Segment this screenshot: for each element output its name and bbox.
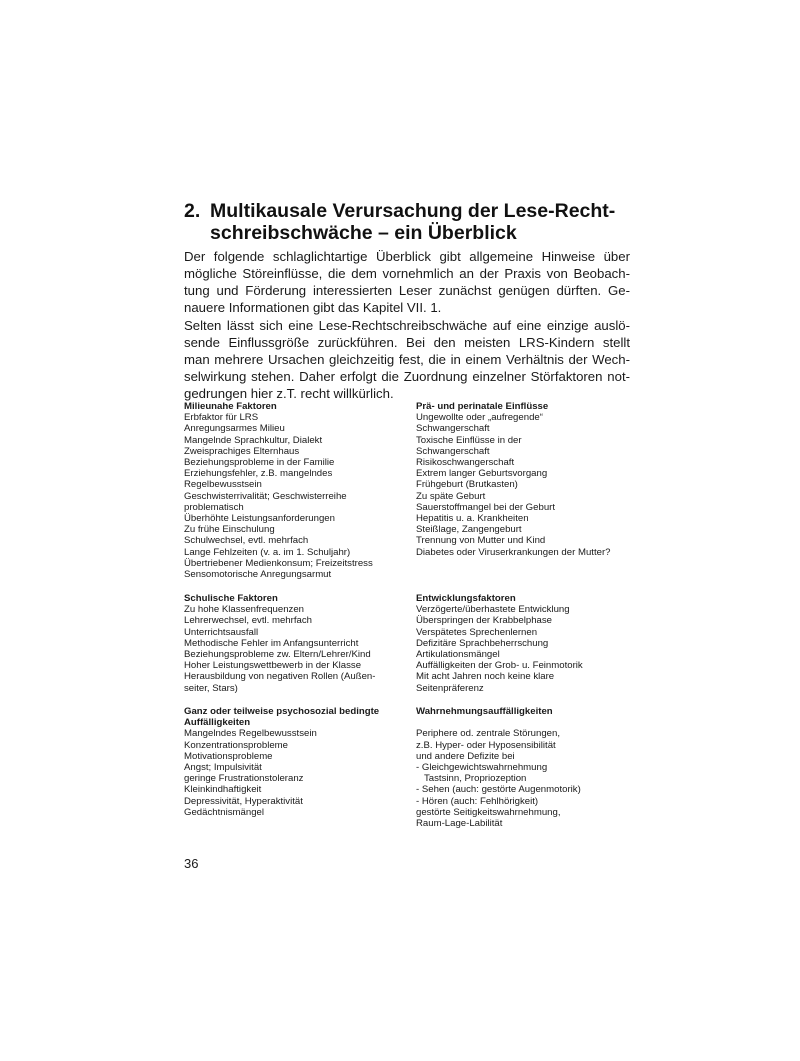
list-item: Toxische Einflüsse in der [416,434,522,446]
list-item: Hepatitis u. a. Krankheiten [416,513,529,525]
list-item: Defizitäre Sprachbeherrschung [416,637,549,649]
psychosocial-title-line-1: Ganz oder teilweise psychosozial bedingte [184,706,380,717]
list-item: Beziehungsprobleme in der Familie [184,457,335,469]
paragraph-line: nauere Informationen gibt das Kapitel VII. 1. [184,299,442,315]
list-item: Lehrerwechsel, evtl. mehrfach [184,615,312,627]
paragraph-line: Der folgende schlaglichtartige Überblick gibt allgemeine Hinweise über [184,249,630,264]
paragraph-line: gedrungen hier z.T. recht willkürlich. [184,385,394,401]
page-number: 36 [184,856,199,871]
list-item: Herausbildung von negativen Rollen (Außen- [184,671,376,683]
paragraph-line: mögliche Störeinflüsse, die dem vornehmlich an der Praxis von Beobach- [184,265,630,281]
list-item: Sensomotorische Anregungsarmut [184,569,332,581]
list-item: Extrem langer Geburtsvorgang [416,468,548,480]
list-item: Konzentrationsprobleme [184,739,288,751]
list-item: Depressivität, Hyperaktivität [184,795,303,807]
list-item: Regelbewusstsein [184,479,262,491]
paragraph-line: sende Einflussgröße zurückführen. Bei den meisten LRS-Kindern stellt [184,334,630,350]
paragraph-line: selwirkung stehen. Daher erfolgt die Zuordnung einzelner Störfaktoren not- [184,368,630,384]
list-item: Überspringen der Krabbelphase [416,615,552,627]
list-item: Verzögerte/überhastete Entwicklung [416,604,570,616]
paragraph-line: Selten lässt sich eine Lese-Rechtschreibschwäche auf eine einzige auslö- [184,318,630,333]
list-item: Seitenpräferenz [416,682,484,694]
list-item: Gedächtnismängel [184,806,264,818]
school-factors-list [184,593,420,694]
milieu-factors-list [184,401,420,580]
chapter-title-line-2: schreibschwäche – ein Überblick [210,222,517,244]
list-item: Geschwisterrivalität; Geschwisterreihe [184,490,347,502]
list-item: - Gleichgewichtswahrnehmung [416,762,548,774]
list-item: Motivationsprobleme [184,750,273,762]
list-item: Verspätetes Sprechenlernen [416,626,538,638]
list-item: Überhöhte Leistungsanforderungen [184,513,335,525]
list-item: Erbfaktor für LRS [184,412,259,424]
list-item: Artikulationsmängel [416,649,500,661]
list-item: Zu späte Geburt [416,490,486,502]
milieu-factors-title: Milieunahe Faktoren [184,401,277,412]
paragraph-line: tung und Förderung interessierten Leser zunächst genügen dürften. Ge- [184,282,630,298]
list-item: Zu frühe Einschulung [184,524,275,536]
list-item: geringe Frustrationstoleranz [184,773,304,785]
development-factors-list [416,593,646,694]
chapter-heading [184,200,644,244]
list-item: und andere Defizite bei [416,750,515,762]
psychosocial-title-line-2: Auffälligkeiten [184,717,251,729]
list-item: Zu hohe Klassenfrequenzen [184,604,305,616]
list-item: Erziehungsfehler, z.B. mangelndes [184,468,333,480]
list-item: Trennung von Mutter und Kind [416,535,546,547]
list-item: Angst; Impulsivität [184,762,262,774]
list-item: Methodische Fehler im Anfangsunterricht [184,637,359,649]
paragraph-line: man mehrere Ursachen gleichzeitig fest, die in einem Verhältnis der Wech- [184,351,630,367]
perception-list [416,706,646,829]
list-item: Hoher Leistungswettbewerb in der Klasse [184,660,362,672]
list-item: problematisch [184,501,244,513]
intro-paragraph-2 [184,318,630,403]
list-item: z.B. Hyper- oder Hyposensibilität [416,739,556,751]
list-item: Ungewollte oder „aufregende“ [416,412,543,424]
list-item: Beziehungsprobleme zw. Eltern/Lehrer/Kind [184,649,371,661]
list-item: seiter, Stars) [184,682,238,694]
list-item: Steißlage, Zangengeburt [416,524,522,536]
school-factors-title: Schulische Faktoren [184,593,278,604]
list-item: Tastsinn, Propriozeption [424,773,527,785]
list-item: Sauerstoffmangel bei der Geburt [416,501,556,513]
list-item: Lange Fehlzeiten (v. a. im 1. Schuljahr) [184,546,351,558]
list-item: Schwangerschaft [416,445,490,457]
chapter-number: 2. [184,200,201,222]
list-item: Anregungsarmes Milieu [184,423,285,435]
psychosocial-list [184,706,420,818]
list-item: Kleinkindhaftigkeit [184,784,262,796]
list-item: Periphere od. zentrale Störungen, [416,728,560,740]
list-item: Auffälligkeiten der Grob- u. Feinmotorik [416,660,583,672]
list-item: gestörte Seitigkeitswahrnehmung, [416,806,561,818]
list-item: - Hören (auch: Fehlhörigkeit) [416,795,539,807]
list-item: Schwangerschaft [416,423,490,435]
list-item: - Sehen (auch: gestörte Augenmotorik) [416,784,581,796]
list-item: Übertriebener Medienkonsum; Freizeitstress [184,557,373,569]
list-item: Diabetes oder Viruserkrankungen der Mutter? [416,546,611,558]
perception-title: Wahrnehmungsauffälligkeiten [416,706,553,717]
list-item: Mit acht Jahren noch keine klare [416,671,555,683]
chapter-title-line-1: Multikausale Verursachung der Lese-Recht- [210,200,616,222]
list-item: Schulwechsel, evtl. mehrfach [184,535,309,547]
development-factors-title: Entwicklungsfaktoren [416,593,516,604]
list-item: Mangelndes Regelbewusstsein [184,728,317,740]
list-item: Unterrichtsausfall [184,626,259,638]
list-item: Raum-Lage-Labilität [416,818,503,830]
perinatal-influences-list [416,401,646,558]
intro-paragraph-1 [184,249,630,317]
list-item: Zweisprachiges Elternhaus [184,445,300,457]
list-item: Risikoschwangerschaft [416,457,515,469]
list-item: Frühgeburt (Brutkasten) [416,479,518,491]
list-item: Mangelnde Sprachkultur, Dialekt [184,434,323,446]
perinatal-influences-title: Prä- und perinatale Einflüsse [416,401,549,412]
